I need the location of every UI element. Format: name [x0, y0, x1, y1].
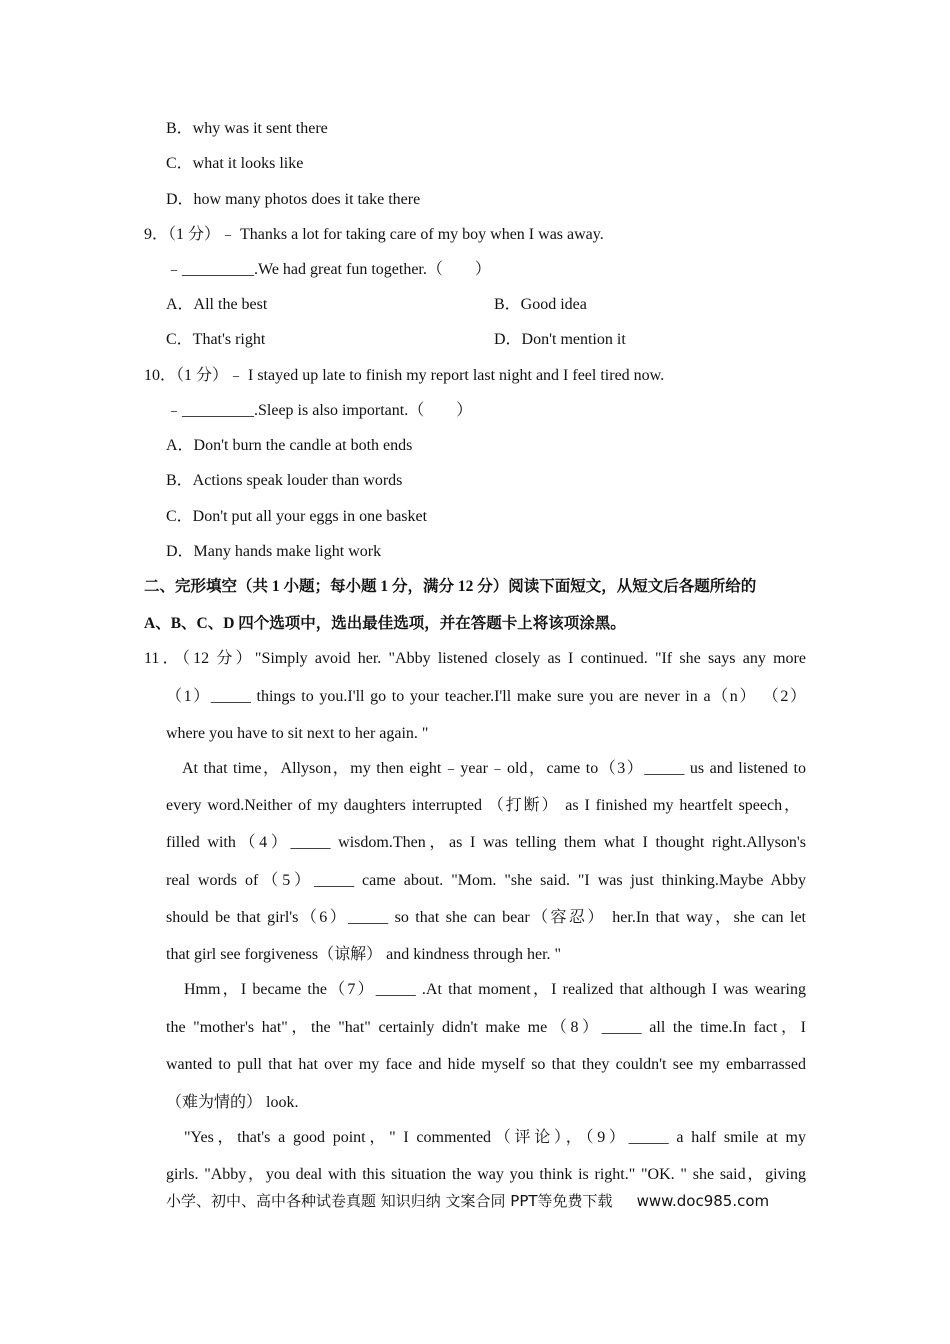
q11-passage-line: that girl see forgiveness（谅解） and kindness through her. " — [166, 946, 562, 963]
q11-passage-line: "Yes，that's a good point，" I commented（评论），（9）_____ a half smile at my — [184, 1129, 806, 1146]
q8-option-b: B．why was it sent there — [166, 120, 328, 137]
q9-stem: 9．（1 分）﹣ Thanks a lot for taking care of my boy when I was away. — [144, 226, 604, 243]
q10-option-d: D．Many hands make light work — [166, 543, 382, 560]
q10-option-a: A．Don't burn the candle at both ends — [166, 437, 413, 454]
q11-passage-line: where you have to sit next to her again. " — [166, 725, 429, 742]
q11-passage-line: the "mother's hat"，the "hat" certainly didn't make me（8）_____ all the time.In fact，I — [166, 1019, 806, 1036]
q8-option-c: C．what it looks like — [166, 155, 304, 172]
q11-passage-line: wanted to pull that hat over my face and hide myself so that they couldn't see my embarrassed — [166, 1056, 806, 1073]
q11-passage-line: girls. "Abby，you deal with this situation the way you think is right." "OK. " she said，giving — [166, 1166, 807, 1183]
q10-reply: ﹣_________.Sleep is also important.（ ） — [166, 402, 473, 419]
q9-option-a: A．All the best — [166, 296, 268, 313]
q9-option-b: B．Good idea — [494, 296, 587, 313]
footer-url[interactable]: www.doc985.com — [636, 1192, 770, 1210]
q11-passage-line: every word.Neither of my daughters interrupted （打断） as I finished my heartfelt speech， — [166, 797, 800, 814]
q9-option-c: C．That's right — [166, 331, 266, 348]
q11-passage-line: real words of（5）_____ came about. "Mom. "she said. "I was just thinking.Maybe Abby — [166, 872, 806, 889]
q11-passage-line: 11．（12 分）"Simply avoid her. "Abby listened closely as I continued. "If she says any more — [144, 650, 806, 667]
q9-reply: ﹣_________.We had great fun together.（ ） — [166, 261, 491, 278]
q11-passage-line: Hmm，I became the（7）_____ .At that moment，I realized that although I was wearing — [184, 981, 806, 998]
q10-option-b: B．Actions speak louder than words — [166, 472, 403, 489]
q10-option-c: C．Don't put all your eggs in one basket — [166, 508, 428, 525]
q11-passage-line: （1）_____ things to you.I'll go to your teacher.I'll make sure you are never in a（n） （2） — [166, 688, 806, 705]
q11-passage-line: At that time，Allyson，my then eight﹣year﹣old，came to（3）_____ us and listened to — [182, 760, 806, 777]
q11-passage-line: should be that girl's（6）_____ so that she can bear（容忍） her.In that way，she can let — [166, 909, 806, 926]
q10-stem: 10．（1 分）﹣ I stayed up late to finish my report last night and I feel tired now. — [144, 367, 665, 384]
page-footer — [166, 1191, 769, 1211]
q9-option-d: D．Don't mention it — [494, 331, 626, 348]
footer-text: 小学、初中、高中各种试卷真题 知识归纳 文案合同 PPT等免费下载 — [166, 1192, 613, 1210]
section-heading-line-1: 二、完形填空（共 1 小题；每小题 1 分，满分 12 分）阅读下面短文，从短文后各题所给的 — [144, 578, 757, 595]
q8-option-d: D．how many photos does it take there — [166, 191, 421, 208]
q11-passage-line: filled with（4）_____ wisdom.Then，as I was telling them what I thought right.Allyson's — [166, 834, 806, 851]
section-heading-line-2: A、B、C、D 四个选项中，选出最佳选项，并在答题卡上将该项涂黑。 — [144, 615, 626, 632]
q11-passage-line: （难为情的） look. — [166, 1094, 299, 1111]
